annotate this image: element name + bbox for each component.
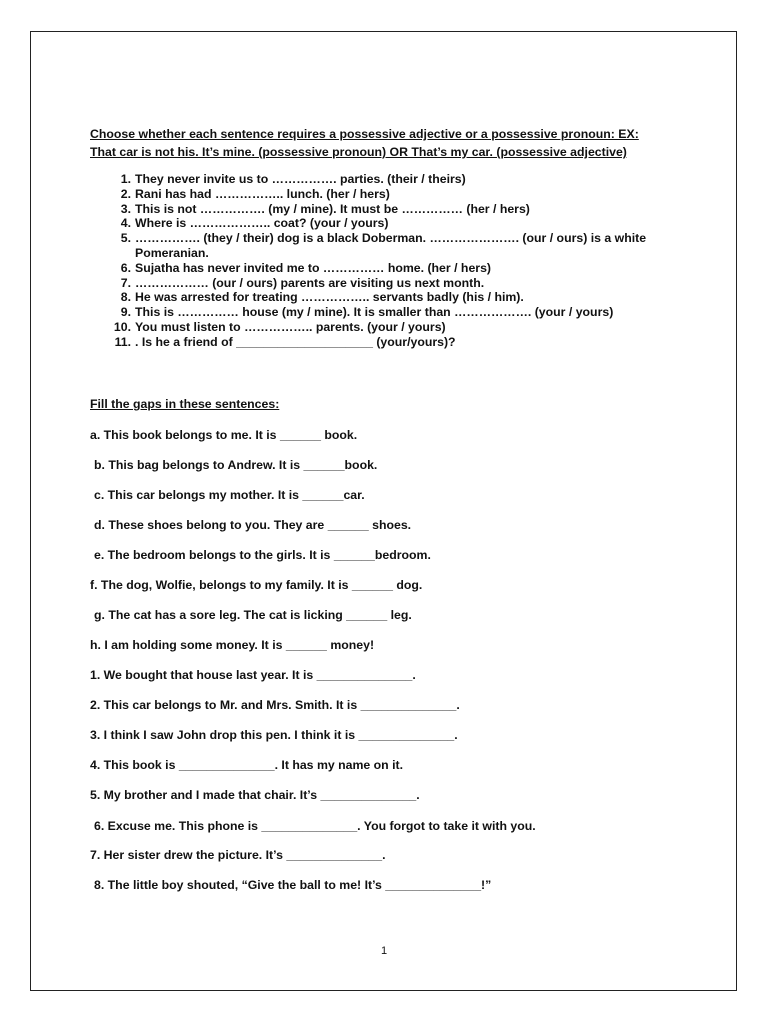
exercise-1-list [107, 172, 687, 350]
fill-sentence: h. I am holding some money. It is ______ money! [90, 638, 375, 652]
fill-sentence: 4. This book is ______________. It has my name on it. [90, 758, 404, 772]
fill-sentence: 3. I think I saw John drop this pen. I think it is ______________. [90, 728, 458, 742]
fill-sentence: b. This bag belongs to Andrew. It is ______book. [94, 458, 378, 472]
fill-gaps-heading: Fill the gaps in these sentences: [90, 397, 280, 411]
item-number: 7. [120, 275, 131, 290]
item-text: ……………. (they / their) dog is a black Doberman. …………………. (our / ours) is a white [135, 231, 647, 246]
instructions-line: Choose whether each sentence requires a possessive adjective or a possessive pronoun: EX: [90, 127, 639, 141]
instructions-line: That car is not his. It’s mine. (possessive pronoun) OR That’s my car. (possessive adjective) [90, 145, 627, 159]
list-item [107, 172, 687, 187]
list-item [107, 276, 687, 291]
list-item [107, 231, 687, 261]
fill-sentence: 8. The little boy shouted, “Give the ball to me! It’s ______________!” [94, 878, 492, 892]
item-number: 6. [120, 260, 131, 275]
list-item [107, 320, 687, 335]
instructions [90, 125, 690, 161]
item-text: He was arrested for treating …………….. servants badly (his / him). [135, 290, 524, 305]
fill-sentence: d. These shoes belong to you. They are ______ shoes. [94, 518, 412, 532]
list-item [107, 335, 687, 350]
item-number: 5. [120, 231, 131, 246]
fill-sentence: 7. Her sister drew the picture. It’s ______________. [90, 848, 386, 862]
list-item [107, 202, 687, 217]
item-number: 11. [114, 334, 131, 349]
item-text: They never invite us to ……………. parties. (their / theirs) [135, 172, 466, 186]
item-number: 9. [120, 305, 131, 320]
list-item [107, 261, 687, 276]
item-number: 4. [120, 216, 131, 231]
fill-sentence: c. This car belongs my mother. It is ______car. [94, 488, 365, 502]
item-number: 10. [113, 319, 131, 334]
fill-sentence: 5. My brother and I made that chair. It’s ______________. [90, 788, 420, 802]
item-text: Rani has had …………….. lunch. (her / hers) [135, 186, 390, 201]
item-text: You must listen to …………….. parents. (your / yours) [135, 319, 446, 334]
item-text: ……………… (our / ours) parents are visiting us next month. [135, 275, 485, 290]
fill-sentence: 2. This car belongs to Mr. and Mrs. Smith. It is ______________. [90, 698, 460, 712]
page-number: 1 [380, 945, 388, 957]
fill-sentence: g. The cat has a sore leg. The cat is licking ______ leg. [94, 608, 412, 622]
list-item [107, 305, 687, 320]
item-number: 1. [120, 172, 131, 186]
list-item [107, 187, 687, 202]
item-text: This is not ……………. (my / mine). It must be …………… (her / hers) [135, 201, 530, 216]
list-item [107, 290, 687, 305]
item-number: 8. [120, 290, 131, 305]
fill-sentence: 6. Excuse me. This phone is ______________. You forgot to take it with you. [94, 819, 536, 833]
fill-sentence: e. The bedroom belongs to the girls. It is ______bedroom. [94, 548, 431, 562]
item-number: 2. [120, 186, 131, 201]
item-text-continuation: Pomeranian. [135, 245, 209, 260]
fill-sentence: f. The dog, Wolfie, belongs to my family. It is ______ dog. [90, 578, 423, 592]
item-text: Sujatha has never invited me to …………… home. (her / hers) [135, 260, 492, 275]
fill-sentence: 1. We bought that house last year. It is ______________. [90, 668, 416, 682]
item-text: Where is ……………….. coat? (your / yours) [135, 216, 389, 231]
item-text: . Is he a friend of ____________________ (your/yours)? [135, 334, 456, 349]
list-item [107, 216, 687, 231]
item-text: This is …………… house (my / mine). It is smaller than ………………. (your / yours) [135, 305, 614, 320]
fill-sentence: a. This book belongs to me. It is ______ book. [90, 428, 358, 442]
item-number: 3. [120, 201, 131, 216]
